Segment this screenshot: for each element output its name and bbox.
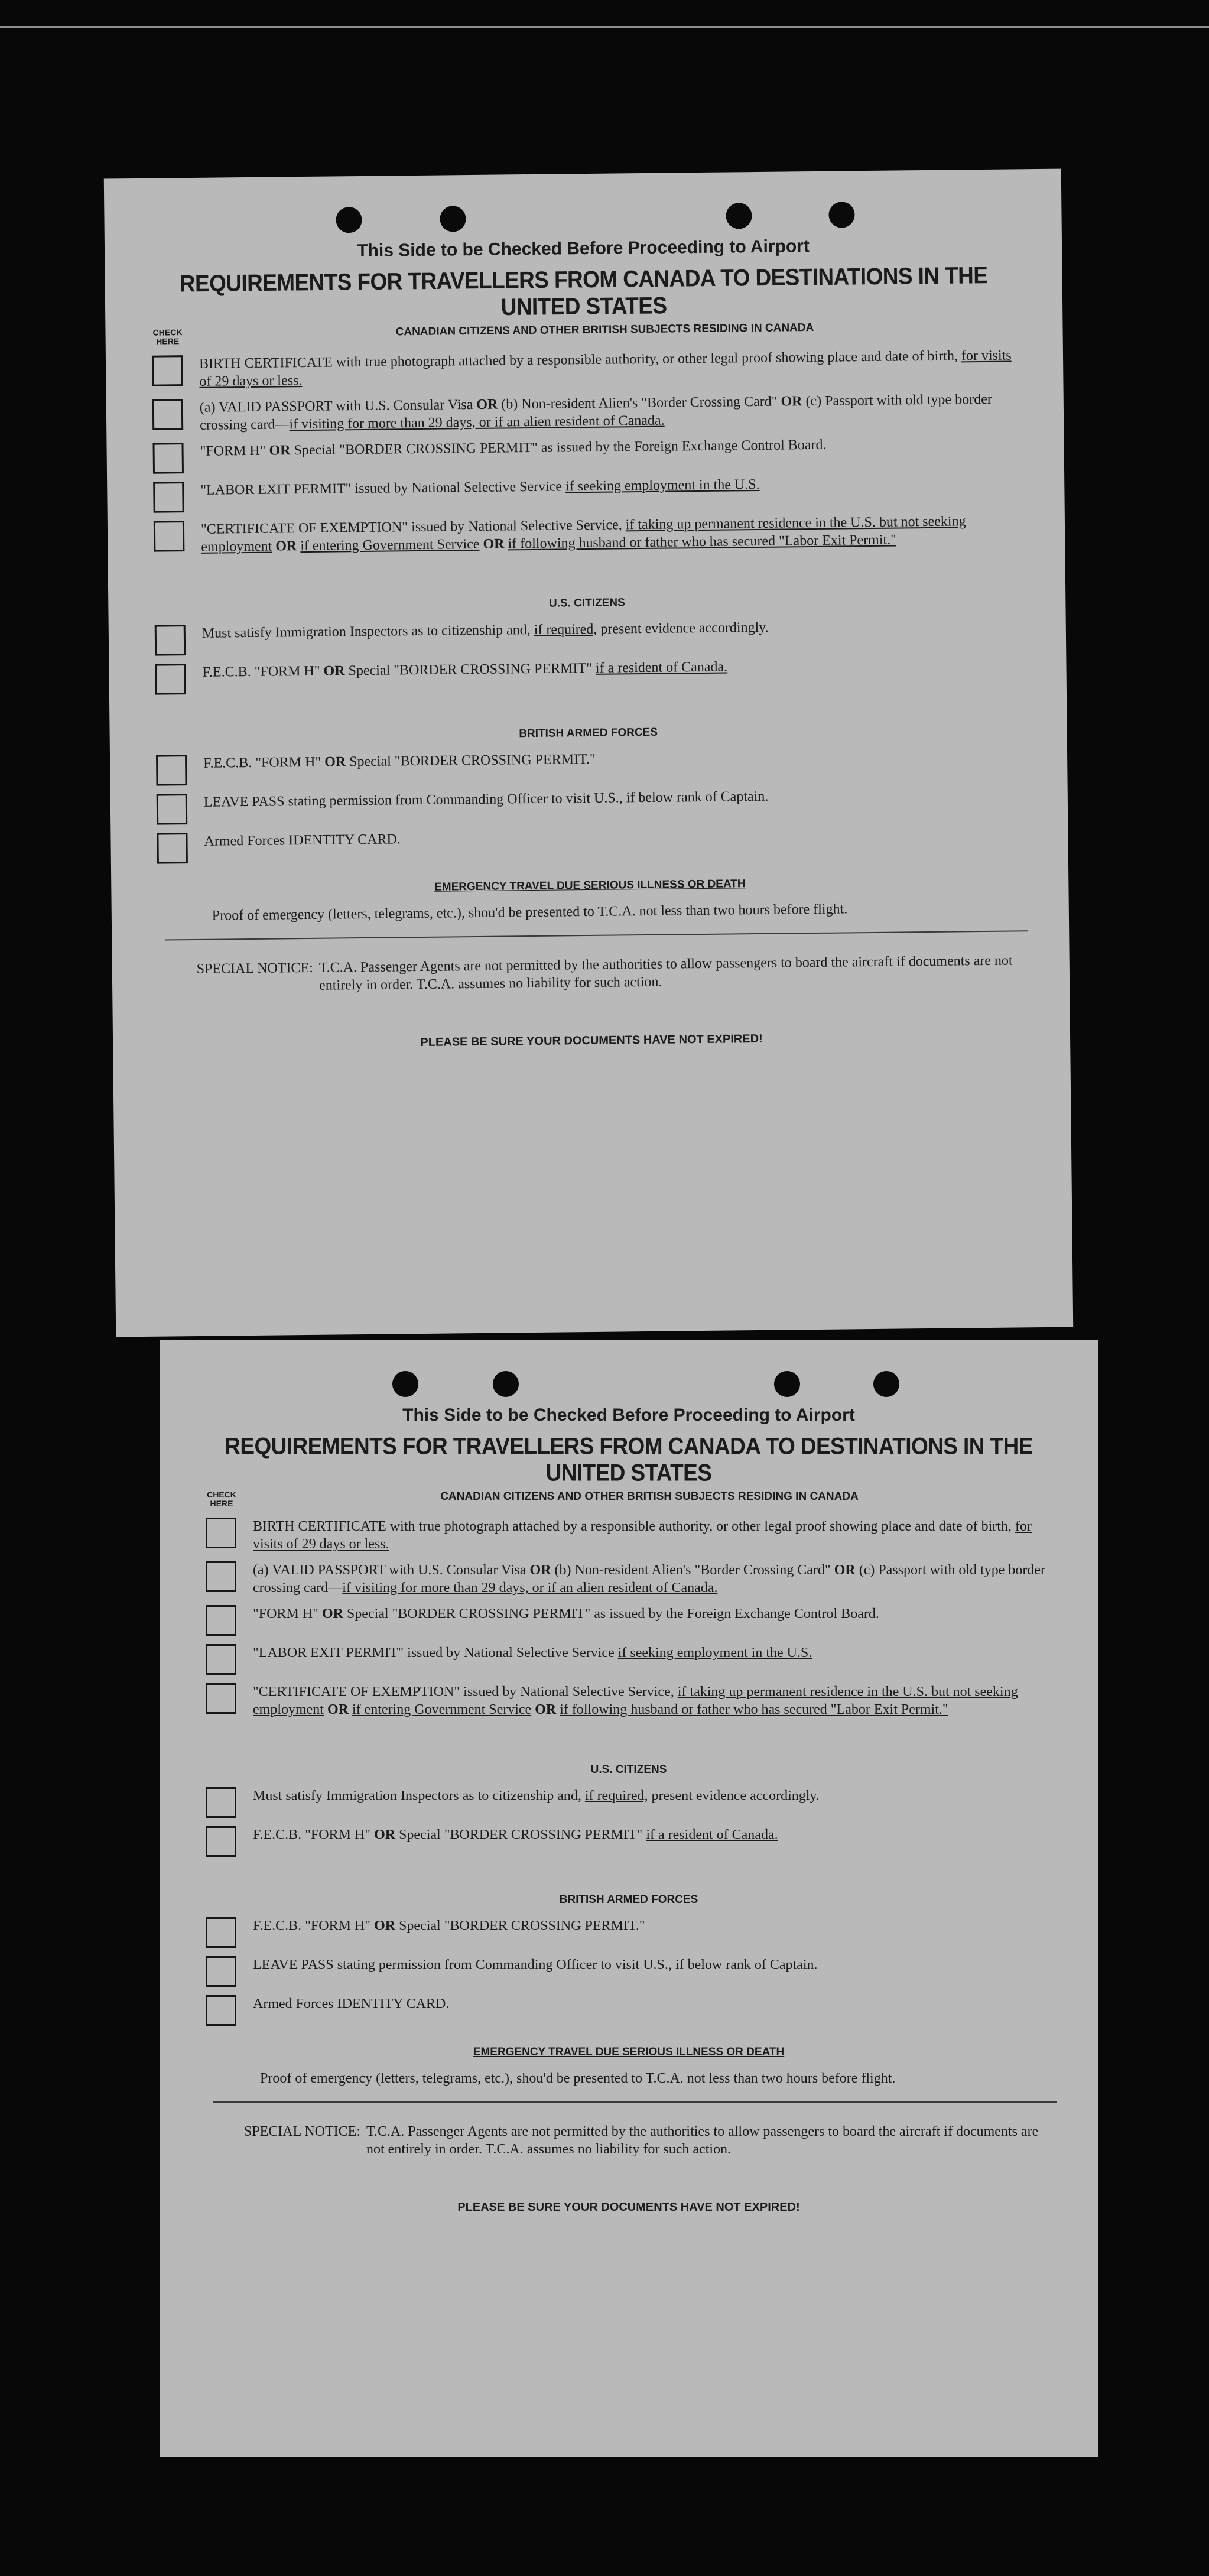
section-canadian-title: CANADIAN CITIZENS AND OTHER BRITISH SUBJECTS RESIDING IN CANADA xyxy=(395,321,814,339)
checkbox[interactable] xyxy=(206,1518,236,1548)
divider xyxy=(213,2101,1057,2103)
item-br-fecb: F.E.C.B. "FORM H" OR Special "BORDER CROSSING PERMIT." xyxy=(201,1917,1057,1948)
item-br-identity-card: Armed Forces IDENTITY CARD. xyxy=(152,824,1026,863)
item-certificate-exemption: "CERTIFICATE OF EXEMPTION" issued by National Selective Service, if taking up permanent residence in the U.S. but not seeking employment OR if entering Government Service OR if following husband or father who has secured "Labor Exit Permit." xyxy=(201,1683,1057,1719)
item-valid-passport: (a) VALID PASSPORT with U.S. Consular Visa OR (b) Non-resident Alien's "Border Crossing Card" OR (c) Passport with old type border crossing card—if visiting for more than 29 days, or if an alien resident of Canada. xyxy=(148,390,1023,434)
checkbox[interactable] xyxy=(206,1683,236,1714)
item-us-fecb: F.E.C.B. "FORM H" OR Special "BORDER CROSSING PERMIT" if a resident of Canada. xyxy=(150,655,1025,694)
checkbox[interactable] xyxy=(206,1956,236,1987)
item-br-leave-pass: LEAVE PASS stating permission from Commanding Officer to visit U.S., if below rank of Captain. xyxy=(152,785,1026,824)
item-us-fecb: F.E.C.B. "FORM H" OR Special "BORDER CROSSING PERMIT" if a resident of Canada. xyxy=(201,1826,1057,1857)
punch-hole xyxy=(726,203,752,229)
header-main: REQUIREMENTS FOR TRAVELLERS FROM CANADA TO DESTINATIONS IN THE UNITED STATES xyxy=(179,262,988,320)
special-notice xyxy=(154,951,1029,996)
film-top-line xyxy=(0,26,1209,28)
header-main: REQUIREMENTS FOR TRAVELLERS FROM CANADA TO DESTINATIONS IN THE UNITED STATES xyxy=(225,1432,1033,1486)
checkbox[interactable] xyxy=(157,794,188,825)
header-top: This Side to be Checked Before Proceeding to Airport xyxy=(357,236,810,261)
checkbox[interactable] xyxy=(155,664,186,695)
divider xyxy=(165,930,1028,940)
check-here-label: CHECK HERE xyxy=(152,327,183,346)
item-us-satisfy: Must satisfy Immigration Inspectors as to citizenship and, if required, present evidence accordingly. xyxy=(150,616,1025,655)
checkbox[interactable] xyxy=(206,1644,236,1675)
item-labor-exit-permit: "LABOR EXIT PERMIT" issued by National Selective Service if seeking employment in the U.S. xyxy=(201,1644,1057,1675)
checkbox[interactable] xyxy=(206,1917,236,1948)
punch-hole xyxy=(828,202,854,228)
form-content xyxy=(201,1405,1057,2214)
punch-hole xyxy=(493,1371,519,1397)
punch-hole xyxy=(336,207,362,233)
item-form-h: "FORM H" OR Special "BORDER CROSSING PERMIT" as issued by the Foreign Exchange Control Board. xyxy=(148,434,1022,473)
special-notice-text: T.C.A. Passenger Agents are not permitted by the authorities to allow passengers to board the aircraft if documents are not entirely in order. T.C.A. assumes no liability for such action. xyxy=(366,2124,1039,2157)
section-us-title: U.S. CITIZENS xyxy=(590,1763,667,1776)
item-br-identity-card: Armed Forces IDENTITY CARD. xyxy=(201,1995,1057,2026)
item-valid-passport: (a) VALID PASSPORT with U.S. Consular Visa OR (b) Non-resident Alien's "Border Crossing Card" OR (c) Passport with old type border crossing card—if visiting for more than 29 days, or if an alien resident of Canada. xyxy=(201,1561,1057,1597)
item-br-fecb: F.E.C.B. "FORM H" OR Special "BORDER CROSSING PERMIT." xyxy=(151,746,1026,785)
form-content xyxy=(146,234,1029,1052)
check-here-label: CHECK HERE xyxy=(207,1490,236,1508)
section-british-title: BRITISH ARMED FORCES xyxy=(519,726,658,740)
section-header-row xyxy=(201,1490,1057,1508)
item-birth-certificate: BIRTH CERTIFICATE with true photograph attached by a responsible authority, or other legal proof showing place and date of birth, for visits of 29 days or less. xyxy=(147,346,1022,391)
section-emergency-title: EMERGENCY TRAVEL DUE SERIOUS ILLNESS OR DEATH xyxy=(434,878,746,894)
punch-hole xyxy=(873,1371,899,1397)
checkbox[interactable] xyxy=(206,1787,236,1818)
punch-hole xyxy=(774,1371,800,1397)
footer-warning: PLEASE BE SURE YOUR DOCUMENTS HAVE NOT EXPIRED! xyxy=(457,2201,800,2214)
checkbox[interactable] xyxy=(152,443,184,474)
checkbox[interactable] xyxy=(206,1605,236,1636)
checkbox[interactable] xyxy=(155,625,186,656)
emergency-text: Proof of emergency (letters, telegrams, etc.), shou'd be presented to T.C.A. not less than two hours before flight. xyxy=(260,2071,896,2086)
form-sheet-1 xyxy=(104,169,1073,1337)
checkbox[interactable] xyxy=(154,521,185,552)
emergency-text: Proof of emergency (letters, telegrams, etc.), shou'd be presented to T.C.A. not less than two hours before flight. xyxy=(212,901,848,924)
special-notice xyxy=(201,2123,1057,2158)
special-notice-label: SPECIAL NOTICE: xyxy=(196,960,313,977)
checkbox[interactable] xyxy=(206,1826,236,1857)
punch-hole xyxy=(392,1371,418,1397)
form-sheet-2 xyxy=(160,1340,1098,2457)
punch-hole xyxy=(440,206,466,232)
checkbox[interactable] xyxy=(152,399,184,430)
header-top: This Side to be Checked Before Proceeding to Airport xyxy=(402,1405,855,1425)
item-labor-exit-permit: "LABOR EXIT PERMIT" issued by National Selective Service if seeking employment in the U.S. xyxy=(148,473,1023,512)
checkbox[interactable] xyxy=(206,1561,236,1592)
checkbox[interactable] xyxy=(156,755,187,786)
checkbox[interactable] xyxy=(206,1995,236,2026)
item-birth-certificate: BIRTH CERTIFICATE with true photograph attached by a responsible authority, or other legal proof showing place and date of birth, for visits of 29 days or less. xyxy=(201,1518,1057,1553)
checkbox[interactable] xyxy=(153,482,184,513)
special-notice-label: SPECIAL NOTICE: xyxy=(243,2124,360,2139)
section-british-title: BRITISH ARMED FORCES xyxy=(559,1893,698,1906)
item-certificate-exemption: "CERTIFICATE OF EXEMPTION" issued by National Selective Service, if taking up permanent residence in the U.S. but not seeking employment OR if entering Government Service OR if following husband or father who has secured "Labor Exit Permit." xyxy=(149,512,1024,556)
checkbox[interactable] xyxy=(152,355,183,386)
item-us-satisfy: Must satisfy Immigration Inspectors as to citizenship and, if required, present evidence accordingly. xyxy=(201,1787,1057,1818)
item-br-leave-pass: LEAVE PASS stating permission from Commanding Officer to visit U.S., if below rank of Captain. xyxy=(201,1956,1057,1987)
section-canadian-title: CANADIAN CITIZENS AND OTHER BRITISH SUBJECTS RESIDING IN CANADA xyxy=(440,1490,859,1503)
section-us-title: U.S. CITIZENS xyxy=(548,596,625,610)
checkbox[interactable] xyxy=(157,833,188,864)
item-form-h: "FORM H" OR Special "BORDER CROSSING PERMIT" as issued by the Foreign Exchange Control Board. xyxy=(201,1605,1057,1636)
special-notice-text: T.C.A. Passenger Agents are not permitted by the authorities to allow passengers to board the aircraft if documents are not entirely in order. T.C.A. assumes no liability for such action. xyxy=(318,953,1013,993)
footer-warning: PLEASE BE SURE YOUR DOCUMENTS HAVE NOT EXPIRED! xyxy=(420,1032,763,1050)
section-emergency-title: EMERGENCY TRAVEL DUE SERIOUS ILLNESS OR DEATH xyxy=(473,2046,785,2058)
